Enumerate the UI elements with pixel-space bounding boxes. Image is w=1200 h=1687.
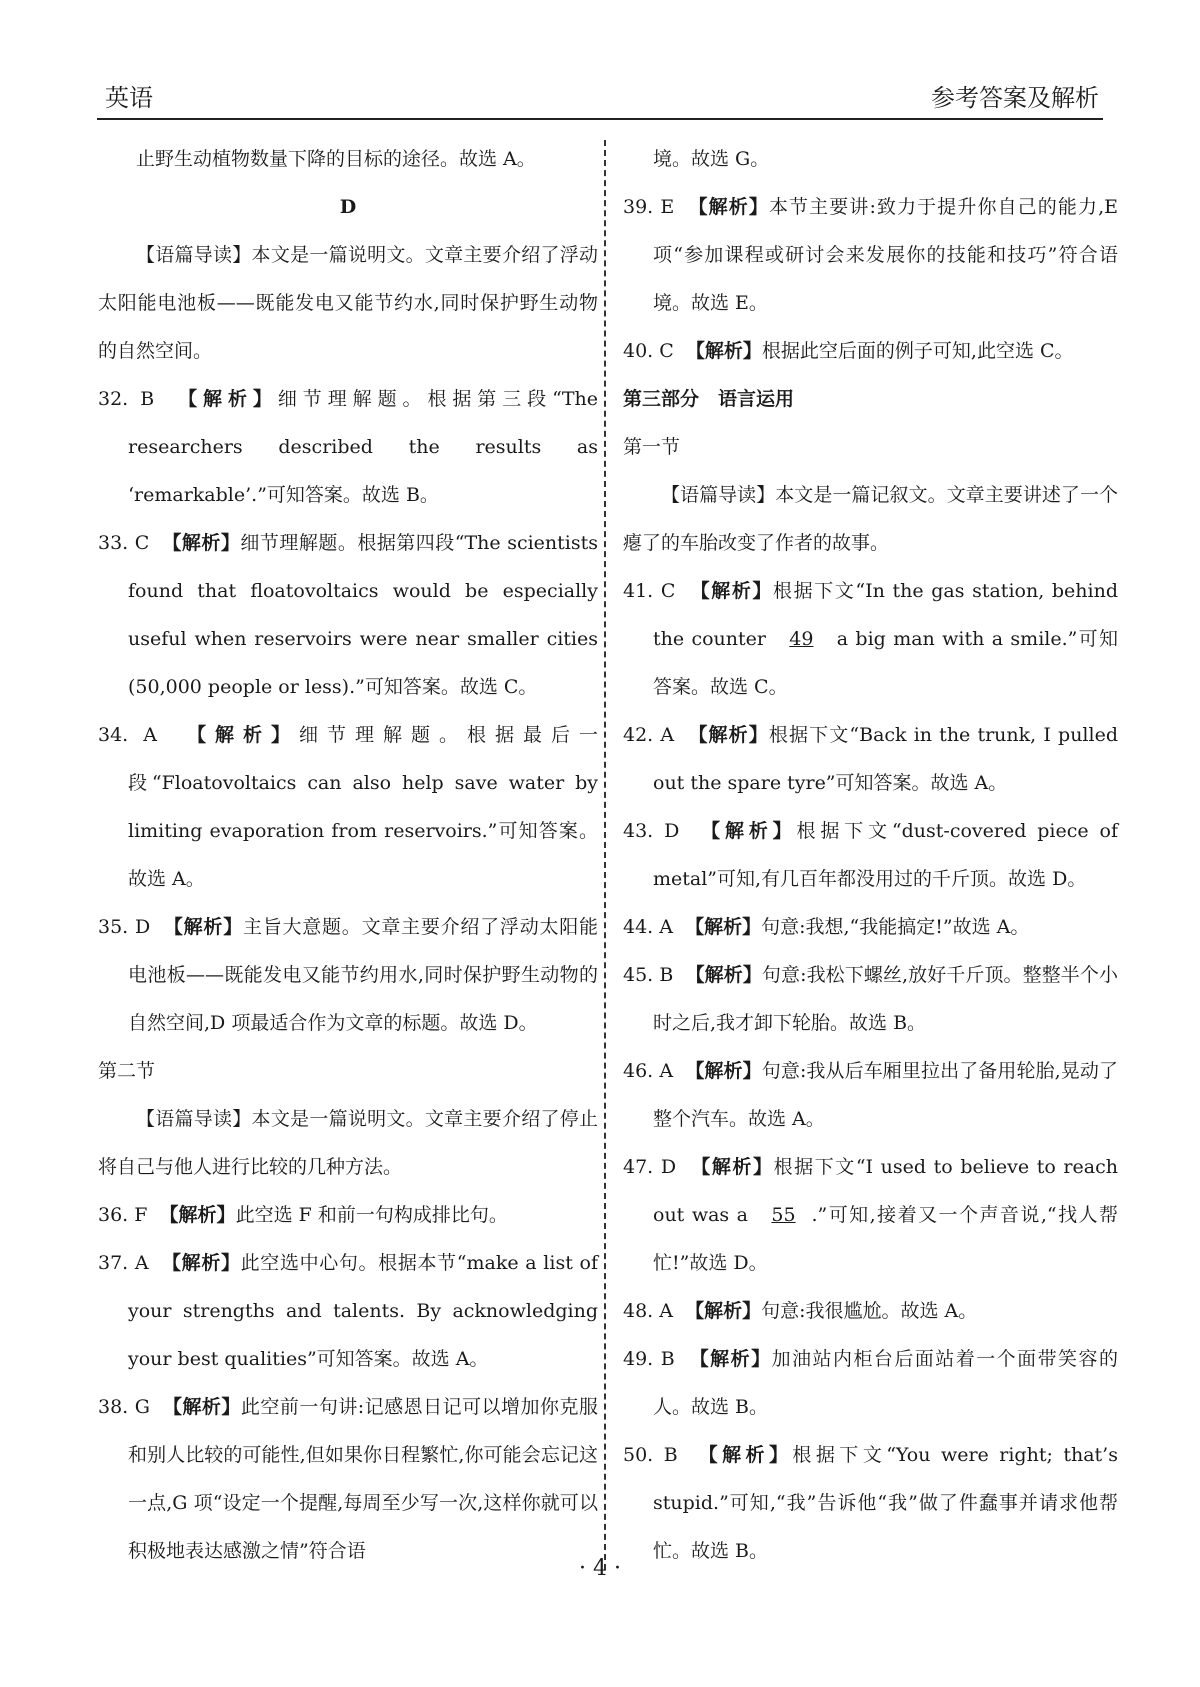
answer-item-45: 45. B 【解析】句意:我松下螺丝,放好千斤顶。整整半个小时之后,我才卸下轮胎。故选 B。 — [623, 964, 1118, 1034]
left-column — [98, 135, 598, 1575]
answer-item-32: 32. B 【解析】细节理解题。根据第三段“The researchers described the results as ‘remarkable’.”可知答案。故选 B。 — [98, 388, 598, 506]
column-divider — [604, 140, 606, 1570]
section-heading-1: 第一节 — [623, 436, 681, 458]
answer-item-47: 47. D 【解析】根据下文“I used to believe to reach out was a 55 .”可知,接着又一个声音说,“找人帮忙!”故选 D。 — [623, 1156, 1118, 1274]
passage-intro: 【语篇导读】本文是一篇记叙文。文章主要讲述了一个瘪了的车胎改变了作者的故事。 — [623, 484, 1118, 554]
answer-item-37: 37. A 【解析】此空选中心句。根据本节“make a list of your strengths and talents. By acknowledging your best qualities”可知答案。故选 A。 — [98, 1252, 598, 1370]
answer-item-46: 46. A 【解析】句意:我从后车厢里拉出了备用轮胎,晃动了整个汽车。故选 A。 — [623, 1060, 1118, 1130]
answer-item-36: 36. F 【解析】此空选 F 和前一句构成排比句。 — [98, 1204, 508, 1226]
right-column — [623, 135, 1118, 1575]
subject-label: 英语 — [105, 84, 153, 112]
part-heading: 第三部分 语言运用 — [623, 388, 795, 410]
answer-item-34: 34. A 【解析】细节理解题。根据最后一段“Floatovoltaics can also help save water by limiting evaporation from reservoirs.”可知答案。故选 A。 — [98, 724, 598, 890]
blank-number: 49 — [789, 628, 814, 650]
answer-item-50: 50. B 【解析】根据下文“You were right; that’s stupid.”可知,“我”告诉他“我”做了件蠢事并请求他帮忙。故选 B。 — [623, 1444, 1118, 1562]
answer-item-49: 49. B 【解析】加油站内柜台后面站着一个面带笑容的人。故选 B。 — [623, 1348, 1118, 1418]
page-header — [97, 72, 1103, 120]
answer-item-41: 41. C 【解析】根据下文“In the gas station, behind the counter 49 a big man with a smile.”可知答案。故选 C。 — [623, 580, 1118, 698]
answer-item-44: 44. A 【解析】句意:我想,“我能搞定!”故选 A。 — [623, 916, 1030, 938]
paragraph: 境。故选 G。 — [653, 148, 770, 170]
answer-item-35: 35. D 【解析】主旨大意题。文章主要介绍了浮动太阳能电池板——既能发电又能节约用水,同时保护野生动物的自然空间,D 项最适合作为文章的标题。故选 D。 — [98, 916, 598, 1034]
blank-number: 55 — [771, 1204, 796, 1226]
answer-item-42: 42. A 【解析】根据下文“Back in the trunk, I pulled out the spare tyre”可知答案。故选 A。 — [623, 724, 1118, 794]
passage-intro: 【语篇导读】本文是一篇说明文。文章主要介绍了浮动太阳能电池板——既能发电又能节约水,同时保护野生动物的自然空间。 — [98, 244, 598, 362]
answer-item-40: 40. C 【解析】根据此空后面的例子可知,此空选 C。 — [623, 340, 1074, 362]
passage-intro: 【语篇导读】本文是一篇说明文。文章主要介绍了停止将自己与他人进行比较的几种方法。 — [98, 1108, 598, 1178]
answer-item-38: 38. G 【解析】此空前一句讲:记感恩日记可以增加你克服和别人比较的可能性,但如果你日程繁忙,你可能会忘记这一点,G 项“设定一个提醒,每周至少写一次,这样你就可以积极地表达感激之情”符合语 — [98, 1396, 598, 1562]
answer-item-48: 48. A 【解析】句意:我很尴尬。故选 A。 — [623, 1300, 978, 1322]
answer-item-33: 33. C 【解析】细节理解题。根据第四段“The scientists found that floatovoltaics would be especially useful when reservoirs were near smaller cities (50,000 people or less).”可知答案。故选 C。 — [98, 532, 598, 698]
section-heading-d: D — [339, 196, 357, 218]
answer-item-39: 39. E 【解析】本节主要讲:致力于提升你自己的能力,E 项“参加课程或研讨会来发展你的技能和技巧”符合语境。故选 E。 — [623, 196, 1118, 314]
page-number: · 4 · — [579, 1556, 621, 1581]
paragraph: 止野生动植物数量下降的目标的途径。故选 A。 — [136, 148, 536, 170]
section-heading-2: 第二节 — [98, 1060, 156, 1082]
answer-item-43: 43. D 【解析】根据下文“dust-covered piece of metal”可知,有几百年都没用过的千斤顶。故选 D。 — [623, 820, 1118, 890]
header-title: 参考答案及解析 — [931, 84, 1099, 112]
